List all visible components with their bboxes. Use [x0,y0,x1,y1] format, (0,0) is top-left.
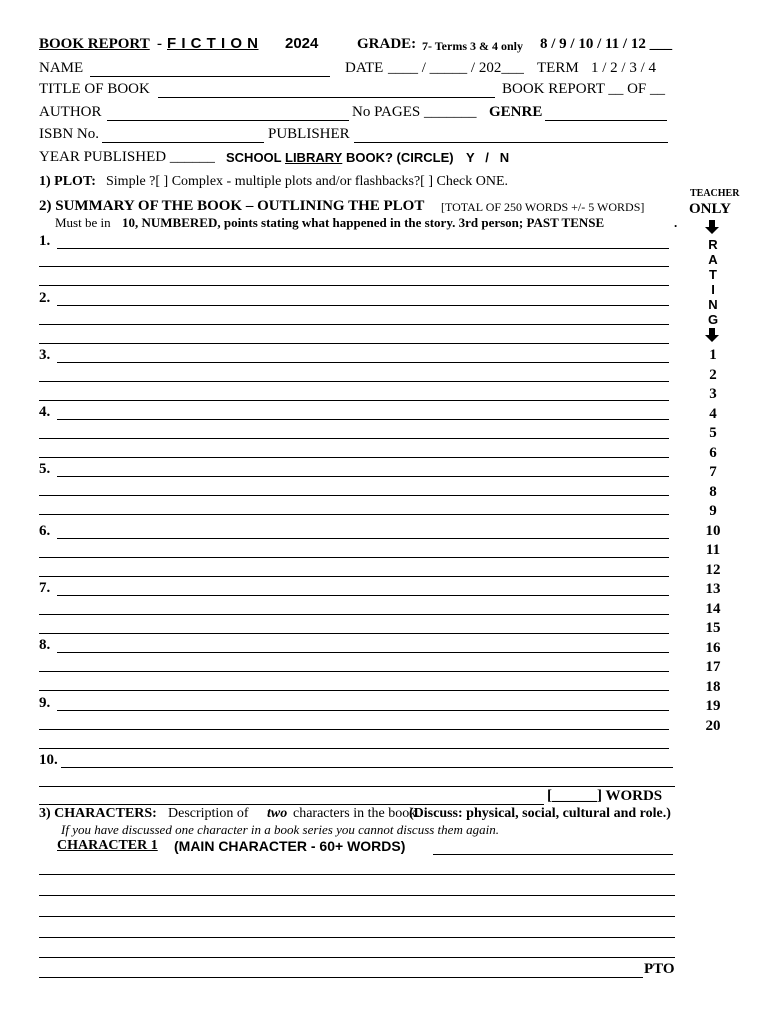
rating-score[interactable]: 19 [705,698,721,714]
summary-line[interactable] [61,767,673,768]
character-1-label: CHARACTER 1 [57,838,158,853]
rating-score[interactable]: 7 [709,464,717,480]
term-options[interactable]: 1 / 2 / 3 / 4 [591,60,657,76]
rating-score[interactable]: 11 [705,542,721,558]
rating-score[interactable]: 6 [709,445,717,461]
arrow-down-icon [704,219,720,235]
summary-line[interactable] [39,324,669,325]
isbn-field[interactable] [102,142,264,143]
title-dash: - [157,36,162,52]
form-title: BOOK REPORT [39,36,150,52]
summary-line[interactable] [39,729,669,730]
summary-line[interactable] [39,557,669,558]
genre-label: GENRE [489,104,543,120]
summary-line[interactable] [39,495,669,496]
rating-letter-a: A [708,252,718,267]
characters-desc-two: two [267,806,288,821]
point-number: 7. [39,580,51,596]
isbn-label: ISBN No. [39,126,100,142]
rating-score[interactable]: 17 [705,659,721,675]
summary-line[interactable] [39,690,669,691]
name-field[interactable] [90,76,330,77]
pto-label: PTO [644,961,675,977]
library-question: BOOK? (CIRCLE) [346,150,454,165]
teacher-label: TEACHER [690,188,740,199]
rating-score[interactable]: 10 [705,523,721,539]
rating-score[interactable]: 12 [705,562,721,578]
summary-line[interactable] [39,285,669,286]
author-field[interactable] [107,120,349,121]
summary-line[interactable] [39,438,669,439]
year-published-field[interactable]: YEAR PUBLISHED ______ [39,149,215,165]
character-line[interactable] [39,937,675,938]
rating-letter-n: N [708,297,718,312]
characters-desc-post: characters in the book. [293,806,420,821]
characters-discuss: (Discuss: physical, social, cultural and role.) [409,806,671,821]
rating-score[interactable]: 16 [705,640,721,656]
point-number: 5. [39,461,51,477]
rating-letter-r: R [708,237,718,252]
publisher-label: PUBLISHER [268,126,350,142]
year-label: 2024 [285,35,319,52]
rating-score[interactable]: 13 [705,581,721,597]
rating-score[interactable]: 8 [709,484,717,500]
character-line[interactable] [39,916,675,917]
date-label: DATE [345,60,384,76]
summary-line[interactable] [57,652,669,653]
point-number: 4. [39,404,51,420]
summary-line[interactable] [39,457,669,458]
character-1-note: (MAIN CHARACTER - 60+ WORDS) [174,838,406,854]
characters-desc-pre: Description of [168,806,249,821]
rating-score[interactable]: 20 [705,718,721,734]
fiction-label: F I C T I O N [167,35,259,52]
word-count-field[interactable]: [______] WORDS [547,788,663,804]
rating-score[interactable]: 4 [709,406,717,422]
point-number: 6. [39,523,51,539]
character-line[interactable] [39,957,675,958]
rating-score[interactable]: 15 [705,620,721,636]
summary-heading: 2) SUMMARY OF THE BOOK – OUTLINING THE PLOT [39,198,425,214]
rating-letter-g: G [707,312,719,327]
character-line[interactable] [39,895,675,896]
summary-line[interactable] [39,671,669,672]
characters-note: If you have discussed one character in a book series you cannot discuss them again. [61,822,499,837]
summary-instruction-pre: Must be in [55,215,111,230]
summary-words-note: [TOTAL OF 250 WORDS +/- 5 WORDS] [441,200,645,214]
summary-instruction-end: . [674,215,678,230]
plot-label: 1) PLOT: [39,174,96,189]
term-label: TERM [537,60,579,76]
only-label: ONLY [689,201,731,217]
grade-label: GRADE: [357,36,417,52]
summary-line[interactable] [39,804,544,805]
summary-line[interactable] [39,381,669,382]
title-of-book-label: TITLE OF BOOK [39,81,150,97]
summary-line[interactable] [57,248,669,249]
rating-score[interactable]: 18 [705,679,721,695]
summary-line[interactable] [39,400,669,401]
school-label: SCHOOL [226,150,282,165]
genre-field[interactable] [545,120,667,121]
rating-score[interactable]: 3 [709,386,717,402]
summary-instruction: 10, NUMBERED, points stating what happened in the story. 3rd person; PAST TENSE [122,215,605,230]
author-label: AUTHOR [39,104,102,120]
summary-line[interactable] [57,476,669,477]
summary-line[interactable] [39,266,669,267]
characters-label: 3) CHARACTERS: [39,806,157,821]
point-number: 8. [39,637,51,653]
book-report-of-field[interactable]: BOOK REPORT __ OF __ [502,81,666,97]
plot-options[interactable]: Simple ?[ ] Complex - multiple plots and/or flashbacks?[ ] Check ONE. [106,174,509,189]
point-number: 10. [39,752,58,768]
summary-line[interactable] [57,305,669,306]
library-label: LIBRARY [285,150,343,165]
yes-no-options[interactable]: Y / N [466,150,510,165]
grade-terms: 7- Terms 3 & 4 only [422,39,524,53]
rating-letter-t: T [709,267,717,282]
summary-line[interactable] [39,633,669,634]
publisher-field[interactable] [354,142,668,143]
name-label: NAME [39,60,84,76]
title-of-book-field[interactable] [158,97,495,98]
summary-line[interactable] [57,362,669,363]
arrow-down-icon [704,327,720,343]
rating-score[interactable]: 9 [709,503,717,519]
date-field[interactable]: ____ / _____ / 202___ [388,60,524,76]
no-pages-field[interactable]: No PAGES _______ [352,104,477,120]
summary-line[interactable] [39,343,669,344]
rating-score[interactable]: 14 [705,601,721,617]
point-number: 3. [39,347,51,363]
point-number: 1. [39,233,51,249]
summary-line[interactable] [39,514,669,515]
point-number: 2. [39,290,51,306]
summary-line[interactable] [39,614,669,615]
rating-score[interactable]: 2 [709,367,717,383]
character-line[interactable] [39,874,675,875]
character-line[interactable] [39,977,643,978]
summary-line[interactable] [57,595,669,596]
summary-line[interactable] [57,538,669,539]
rating-score[interactable]: 5 [709,425,717,441]
grade-options: 8 / 9 / 10 / 11 / 12 ___ [540,36,673,52]
point-number: 9. [39,695,51,711]
summary-line[interactable] [39,786,675,787]
character-line[interactable] [433,854,673,855]
rating-score[interactable]: 1 [709,347,717,363]
summary-line[interactable] [57,710,669,711]
rating-letter-i: I [711,282,715,297]
summary-line[interactable] [57,419,669,420]
summary-line[interactable] [39,576,669,577]
summary-line[interactable] [39,748,669,749]
